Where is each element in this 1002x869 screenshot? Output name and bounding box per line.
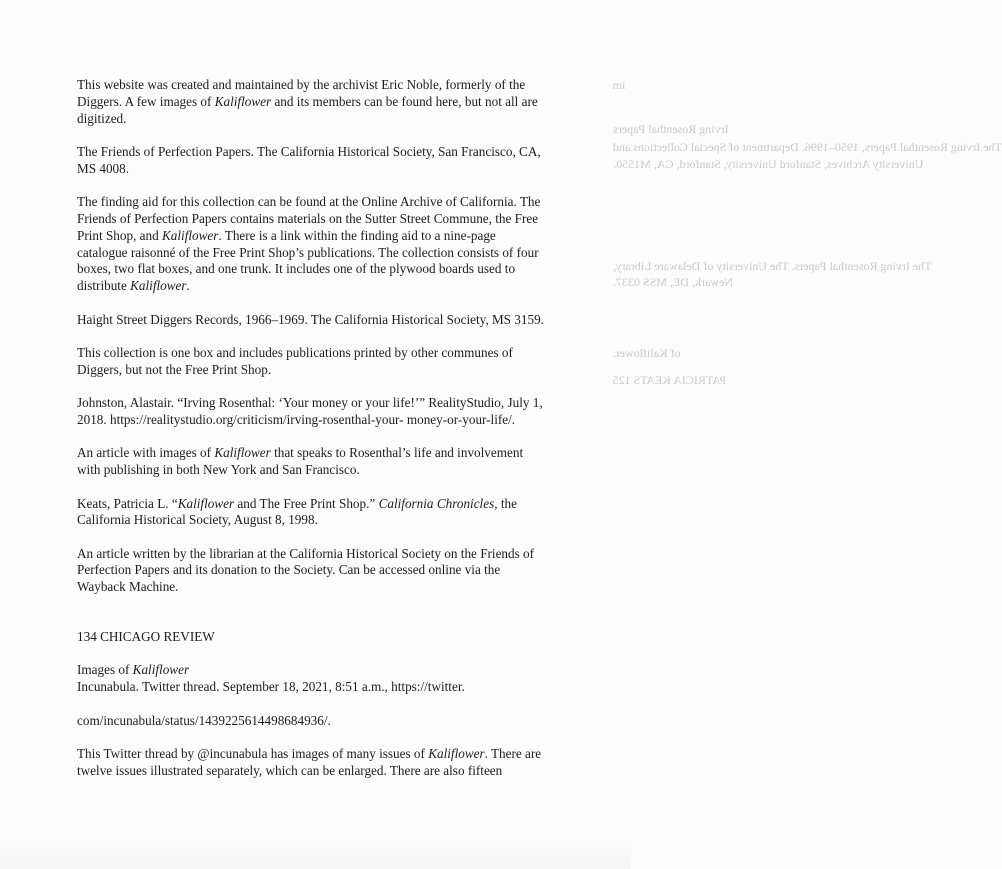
paragraph: The finding aid for this collection can be found at the Online Archive of California. The Friends of Perfection Papers contains materials on the Sutter Street Commune, the Free Print Shop, and Kaliflower. There is a link within the finding aid to a nine-page catalogue raisonné of the Free Print Shop’s publications. The collection consists of four boxes, two flat boxes, and one trunk. It includes one of the plywood boards used to distribute Kaliflower. (77, 194, 541, 294)
bleed-through-text: The Irving Rosenthal Papers, 1950–1996. Department of Special Collections and (613, 140, 1002, 154)
bleed-through-text: Newark, DE, MSS 0337. (613, 275, 733, 289)
paragraph: This website was created and maintained by the archivist Eric Noble, formerly of the Diggers. A few images of Kaliflower and its members can be found here, but not all are digitized. (77, 77, 538, 126)
bleed-through-text: University Archives, Stanford University, Stanford, CA, M1550. (613, 157, 924, 171)
paragraph: This Twitter thread by @incunabula has images of many issues of Kaliflower. There are twelve issues illustrated separately, which can be enlarged. There are also fifteen (77, 746, 542, 778)
paragraph: An article with images of Kaliflower that speaks to Rosenthal’s life and involvement with publishing in both New York and San Francisco. (77, 445, 524, 478)
bleed-through-text: PATRICIA KEATS 125 (613, 373, 727, 387)
section-title: Images of Kaliflower (77, 662, 190, 678)
page-edge-shadow (0, 839, 631, 869)
paragraph: Keats, Patricia L. “Kaliflower and The Free Print Shop.” California Chronicles, the California Historical Society, August 8, 1998. (77, 495, 517, 528)
running-head: 134 CHICAGO REVIEW (77, 629, 215, 645)
paragraph: This collection is one box and includes publications printed by other communes of Diggers, but not the Free Print Shop. (77, 344, 513, 377)
bleed-through-text: of Kaliflower. (613, 346, 681, 360)
paragraph: Johnston, Alastair. “Irving Rosenthal: ‘Your money or your life!’” RealityStudio, July 1, 2018. https://realitystudio.org/criticism/irving-rosenthal-your- money-or-your-life/. (77, 395, 543, 427)
paragraph: The Friends of Perfection Papers. The California Historical Society, San Francisco, CA, MS 4008. (77, 143, 541, 176)
paragraph: Haight Street Diggers Records, 1966–1969. The California Historical Society, MS 3159. (77, 311, 544, 327)
paragraph: An article written by the librarian at the California Historical Society on the Friends of Perfection Papers and its donation to the Society. Can be accessed online via the Wayback Machine. (77, 545, 535, 595)
page-body (77, 77, 547, 796)
bleed-through-text: im (613, 78, 626, 92)
citation-line: com/incunabula/status/1439225614498684936/. (77, 712, 331, 728)
bleed-through-text: The Irving Rosenthal Papers. The University of Delaware Library, (613, 259, 932, 273)
citation-line: Incunabula. Twitter thread. September 18, 2021, 8:51 a.m., https://twitter. (77, 679, 465, 695)
bleed-through-text: Irving Rosenthal Papers (613, 122, 729, 136)
